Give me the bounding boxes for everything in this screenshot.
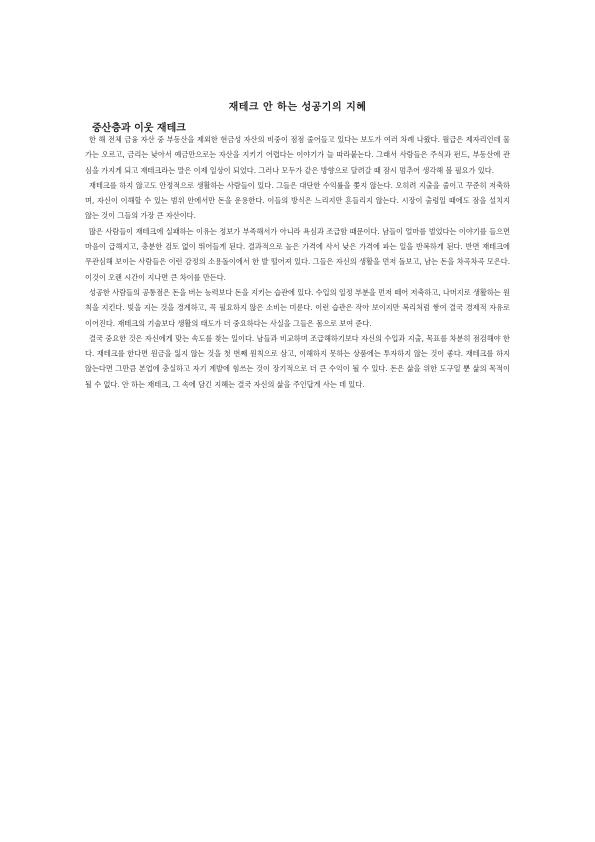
document-body bbox=[85, 132, 510, 392]
body-paragraph: 성공한 사람들의 공통점은 돈을 버는 능력보다 돈을 지키는 습관에 있다. 수입의 일정 부분을 먼저 떼어 저축하고, 나머지로 생활하는 원칙을 지킨다. 빚을 지는 것을 경계하고, 꼭 필요하지 않은 소비는 미룬다. 이런 습관은 작아 보이지만 복리처럼 쌓여 결국 경제적 자유로 이어진다. 재테크의 기술보다 생활의 태도가 더 중요하다는 사실을 그들은 몸으로 보여 준다. bbox=[85, 287, 510, 328]
document-title: 재테크 안 하는 성공기의 지혜 bbox=[228, 102, 367, 113]
body-paragraph: 한 해 전체 금융 자산 중 부동산을 제외한 현금성 자산의 비중이 점점 줄어들고 있다는 보도가 여러 차례 나왔다. 월급은 제자리인데 물가는 오르고, 금리는 낮아서 예금만으로는 자산을 지키기 어렵다는 이야기가 늘 따라붙는다. 그래서 사람들은 주식과 펀드, 부동산에 관심을 가지게 되고 재테크라는 말은 이제 일상이 되었다. 그러나 모두가 같은 방향으로 달려갈 때 잠시 멈추어 생각해 볼 필요가 있다. bbox=[85, 135, 510, 175]
section-heading: 중산층과 이웃 재테크 bbox=[92, 123, 186, 134]
body-paragraph: 많은 사람들이 재테크에 실패하는 이유는 정보가 부족해서가 아니라 욕심과 조급함 때문이다. 남들이 얼마를 벌었다는 이야기를 들으면 마음이 급해지고, 충분한 검토 없이 뛰어들게 된다. 결과적으로 높은 가격에 사서 낮은 가격에 파는 일을 반복하게 된다. 반면 재테크에 무관심해 보이는 사람들은 이런 감정의 소용돌이에서 한 발 떨어져 있다. 그들은 자신의 생활을 먼저 돌보고, 남는 돈을 차곡차곡 모은다. 이것이 오랜 시간이 지나면 큰 차이를 만든다. bbox=[85, 226, 510, 282]
body-paragraph: 결국 중요한 것은 자신에게 맞는 속도를 찾는 일이다. 남들과 비교하며 조급해하기보다 자신의 수입과 지출, 목표를 차분히 점검해야 한다. 재테크를 한다면 원금을 잃지 않는 것을 첫 번째 원칙으로 삼고, 이해하지 못하는 상품에는 투자하지 않는 것이 좋다. 재테크를 하지 않는다면 그만큼 본업에 충실하고 자기 계발에 힘쓰는 것이 장기적으로 더 큰 수익이 될 수 있다. 돈은 삶을 위한 도구일 뿐 삶의 목적이 될 수 없다. 안 하는 재테크, 그 속에 담긴 지혜는 결국 자신의 삶을 주인답게 사는 데 있다. bbox=[85, 333, 510, 389]
body-paragraph: 재테크를 하지 않고도 안정적으로 생활하는 사람들이 있다. 그들은 대단한 수익률을 쫓지 않는다. 오히려 지출을 줄이고 꾸준히 저축하며, 자신이 이해할 수 있는 범위 안에서만 돈을 운용한다. 이들의 방식은 느리지만 흔들리지 않는다. 시장이 출렁일 때에도 잠을 설치지 않는 것이 그들의 가장 큰 자산이다. bbox=[85, 180, 510, 221]
